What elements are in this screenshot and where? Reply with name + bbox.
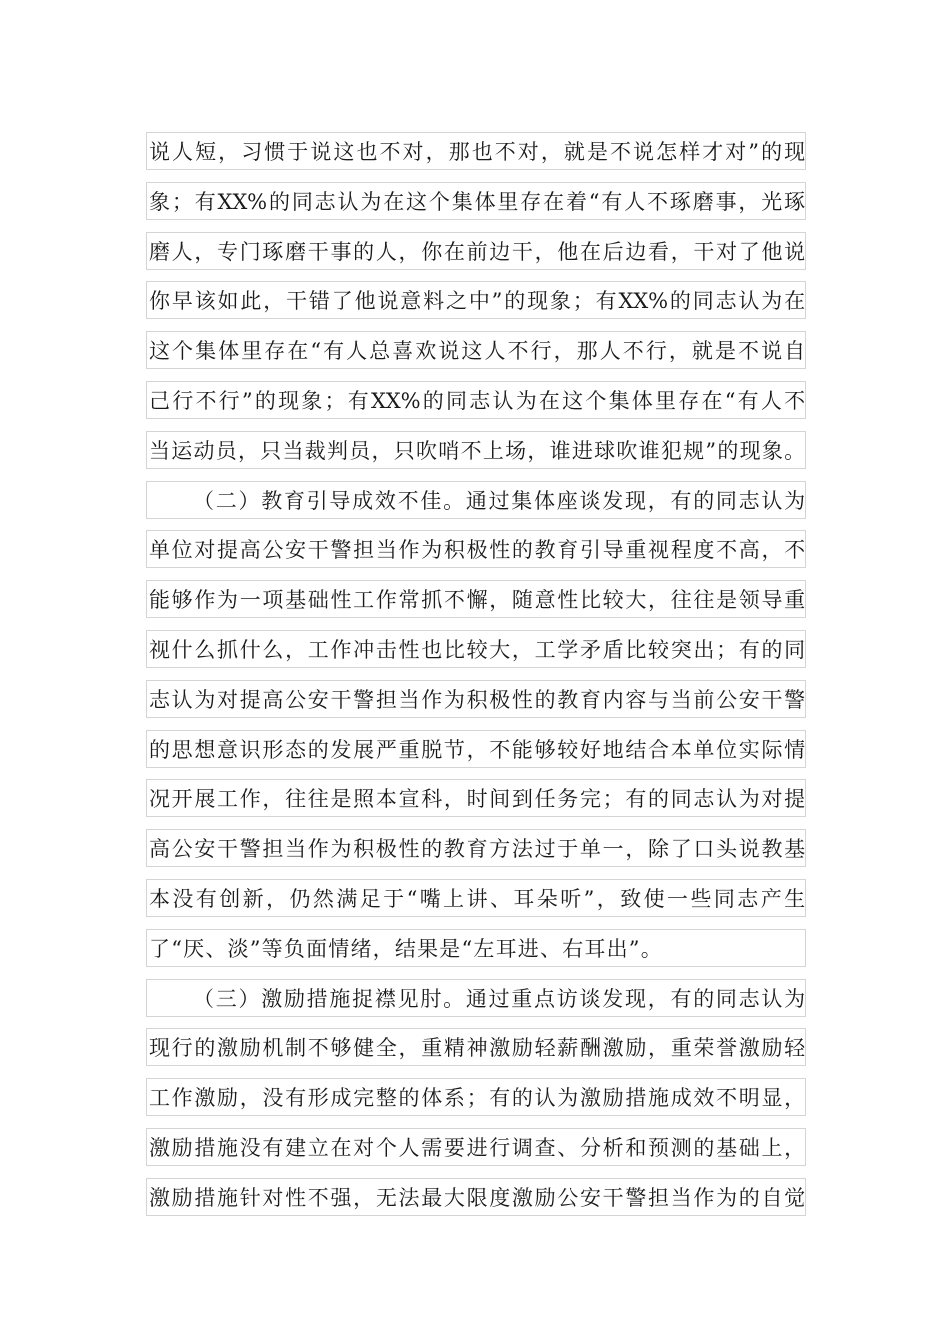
text-line: 工作激励，没有形成完整的体系；有的认为激励措施成效不明显， xyxy=(146,1078,806,1116)
text-line: 的思想意识形态的发展严重脱节，不能够较好地结合本单位实际情 xyxy=(146,730,806,768)
text-line: 象；有XX%的同志认为在这个集体里存在着“有人不琢磨事，光琢 xyxy=(146,182,806,220)
text-line: 单位对提高公安干警担当作为积极性的教育引导重视程度不高，不 xyxy=(146,530,806,568)
text-line: 激励措施没有建立在对个人需要进行调查、分析和预测的基础上， xyxy=(146,1128,806,1166)
text-line: 高公安干警担当作为积极性的教育方法过于单一，除了口头说教基 xyxy=(146,829,806,867)
text-line: 况开展工作，往往是照本宣科，时间到任务完；有的同志认为对提 xyxy=(146,779,806,817)
paragraph-first-line: （三）激励措施捉襟见肘。通过重点访谈发现，有的同志认为 xyxy=(146,979,806,1017)
text-line: 现行的激励机制不够健全，重精神激励轻薪酬激励，重荣誉激励轻 xyxy=(146,1028,806,1066)
text-line: 本没有创新，仍然满足于“嘴上讲、耳朵听”，致使一些同志产生 xyxy=(146,879,806,917)
text-line: 志认为对提高公安干警担当作为积极性的教育内容与当前公安干警 xyxy=(146,680,806,718)
text-line: 己行不行”的现象；有XX%的同志认为在这个集体里存在“有人不 xyxy=(146,381,806,419)
text-line: 你早该如此，干错了他说意料之中”的现象；有XX%的同志认为在 xyxy=(146,281,806,319)
text-line: 磨人，专门琢磨干事的人，你在前边干，他在后边看，干对了他说 xyxy=(146,232,806,270)
text-line: 了“厌、淡”等负面情绪，结果是“左耳进、右耳出”。 xyxy=(146,929,806,967)
text-line: 能够作为一项基础性工作常抓不懈，随意性比较大，往往是领导重 xyxy=(146,580,806,618)
text-line: 这个集体里存在“有人总喜欢说这人不行，那人不行，就是不说自 xyxy=(146,331,806,369)
document-body xyxy=(146,132,806,1228)
text-line: 说人短，习惯于说这也不对，那也不对，就是不说怎样才对”的现 xyxy=(146,132,806,170)
text-line: 激励措施针对性不强，无法最大限度激励公安干警担当作为的自觉 xyxy=(146,1178,806,1216)
text-line: 视什么抓什么，工作冲击性也比较大，工学矛盾比较突出；有的同 xyxy=(146,630,806,668)
text-line: 当运动员，只当裁判员，只吹哨不上场，谁进球吹谁犯规”的现象。 xyxy=(146,431,806,469)
paragraph-first-line: （二）教育引导成效不佳。通过集体座谈发现，有的同志认为 xyxy=(146,481,806,519)
